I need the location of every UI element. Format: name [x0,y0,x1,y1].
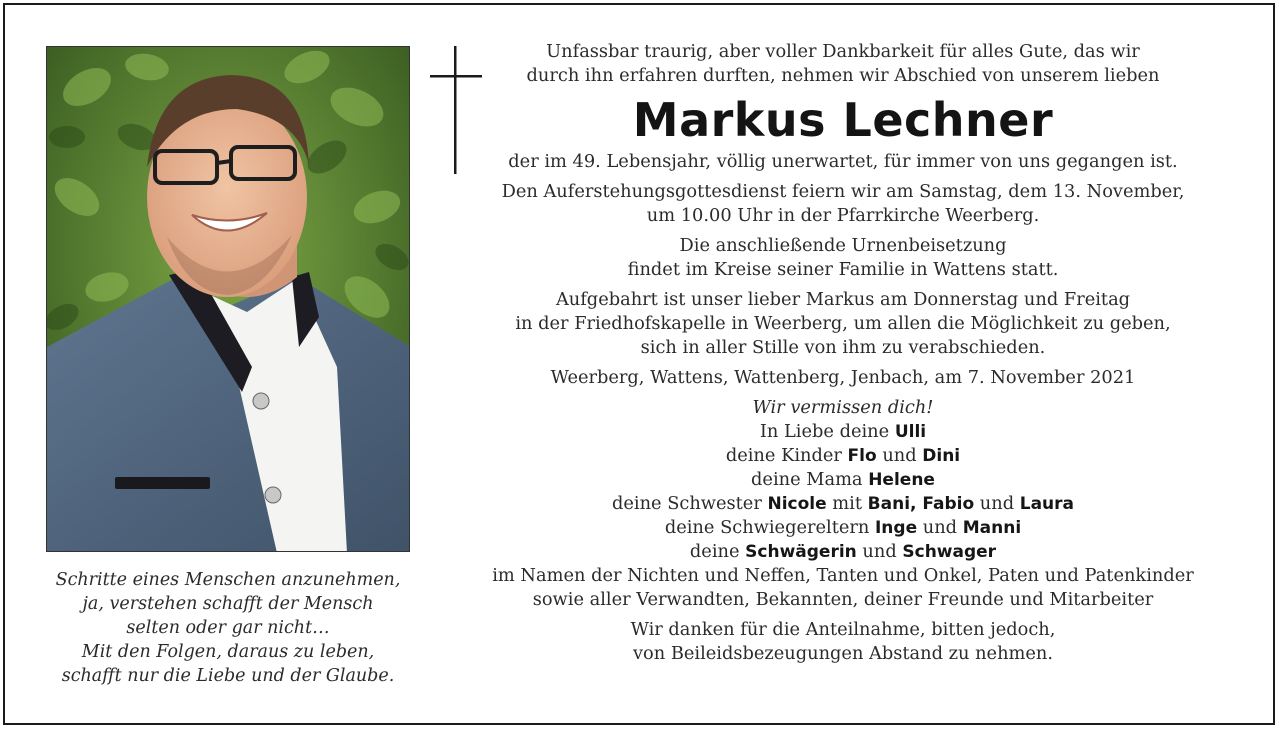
intro-line: durch ihn erfahren durften, nehmen wir Abschied von unserem lieben [526,65,1160,86]
family-name: Bani, Fabio [867,494,975,514]
age-line: der im 49. Lebensjahr, völlig unerwartet, für immer von uns gegangen ist. [508,151,1178,172]
family-name: Dini [922,446,961,466]
family-line: sowie aller Verwandten, Bekannten, deiner Freunde und Mitarbeiter [532,589,1154,610]
family-line: In Liebe deine Ulli [759,421,927,442]
portrait-photo [46,46,410,552]
burial-line: Die anschließende Urnenbeisetzung [679,235,1007,256]
place-date: Weerberg, Wattens, Wattenberg, Jenbach, am 7. November 2021 [550,367,1136,388]
burial-line: findet im Kreise seiner Familie in Wattens statt. [627,259,1059,280]
quote-line: Mit den Folgen, daraus zu leben, [81,642,375,662]
obituary-text [458,40,1228,666]
family-name: Schwägerin [745,542,857,562]
quote-line: Schritte eines Menschen anzunehmen, [55,570,401,590]
family-line: im Namen der Nichten und Neffen, Tanten und Onkel, Paten und Patenkinder [492,565,1194,586]
family-name: Inge [874,518,918,538]
quote-line: schafft nur die Liebe und der Glaube. [61,666,395,686]
family-name: Manni [962,518,1022,538]
thanks-line: von Beileidsbezeugungen Abstand zu nehmen. [632,643,1054,664]
family-name: Nicole [767,494,827,514]
family-line: deine Schwiegereltern Inge und Manni [664,517,1022,538]
family-line: deine Schwägerin und Schwager [689,541,997,562]
family-name: Ulli [894,422,927,442]
thanks-line: Wir danken für die Anteilnahme, bitten jedoch, [630,619,1056,640]
viewing-line: in der Friedhofskapelle in Weerberg, um allen die Möglichkeit zu geben, [515,313,1171,334]
miss-you-line: Wir vermissen dich! [752,397,934,418]
family-name: Laura [1019,494,1075,514]
family-name: Helene [868,470,935,490]
viewing-line: sich in aller Stille von ihm zu verabschieden. [640,337,1046,358]
service-line: Den Auferstehungsgottesdienst feiern wir am Samstag, dem 13. November, [501,181,1185,202]
intro-line: Unfassbar traurig, aber voller Dankbarkeit für alles Gute, das wir [546,41,1140,62]
family-name: Flo [847,446,877,466]
quote-line: ja, verstehen schafft der Mensch [82,594,374,614]
family-line: deine Mama Helene [751,469,935,490]
portrait-illustration [47,47,410,552]
quote-line: selten oder gar nicht… [126,618,330,638]
service-line: um 10.00 Uhr in der Pfarrkirche Weerberg. [646,205,1040,226]
memorial-quote [30,568,426,688]
deceased-name: Markus Lechner [632,93,1054,147]
family-name: Schwager [902,542,997,562]
family-line: deine Kinder Flo und Dini [725,445,961,466]
viewing-line: Aufgebahrt ist unser lieber Markus am Donnerstag und Freitag [555,289,1131,310]
family-line: deine Schwester Nicole mit Bani, Fabio und Laura [611,493,1075,514]
